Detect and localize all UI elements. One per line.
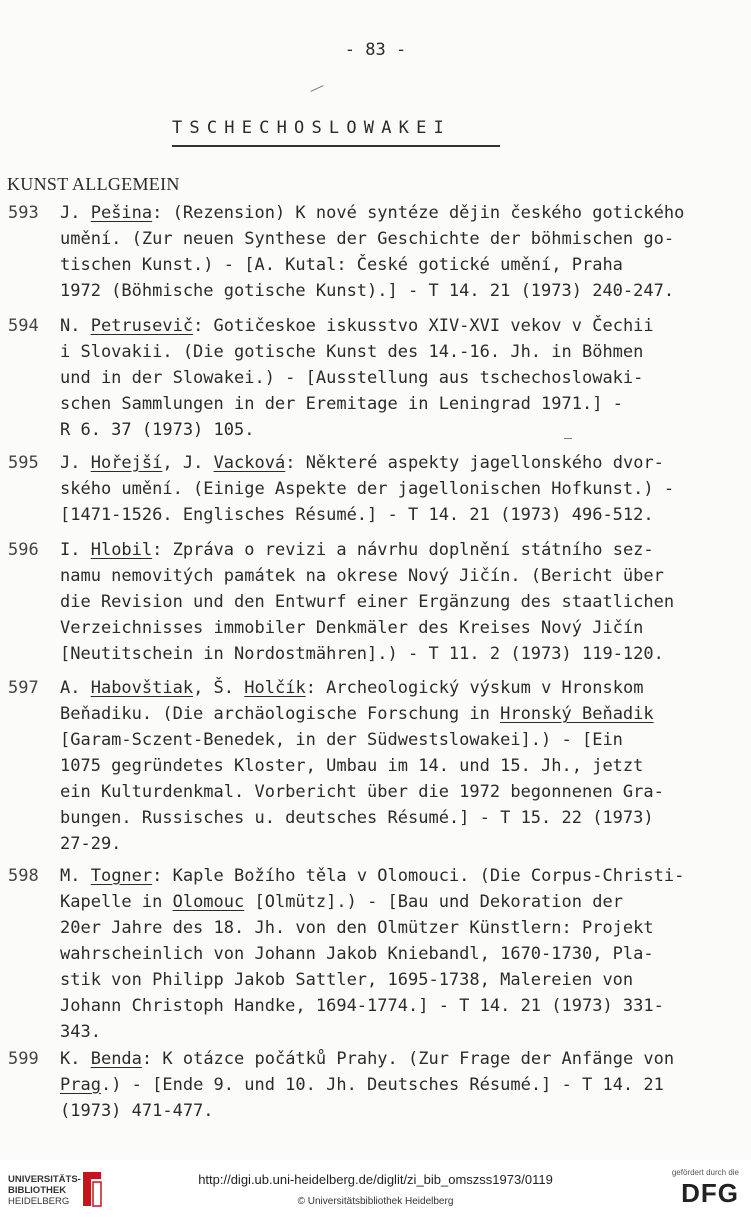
entry-line	[60, 1046, 674, 1072]
page-title: TSCHECHOSLOWAKEI	[172, 118, 451, 138]
entry-text: 343.	[60, 1022, 101, 1042]
entry-text: 1972 (Böhmische gotische Kunst).] - T 14. 21 (1973) 240-247.	[60, 281, 675, 301]
entry-line	[60, 537, 654, 563]
entry-text: [1471-1526. Englisches Résumé.] - T 14. 21 (1973) 496-512.	[60, 505, 654, 525]
entry-text: schen Sammlungen in der Eremitage in Leningrad 1971.] -	[60, 394, 623, 414]
author-name: Petrusevič	[90, 316, 194, 336]
page-number: - 83 -	[344, 40, 407, 60]
entry-line	[60, 563, 664, 589]
entry-text: : (Rezension) K nové syntéze dějin českého gotického	[152, 203, 685, 223]
entry-text: umění. (Zur neuen Synthese der Geschichte der böhmischen go-	[60, 229, 675, 249]
entry-text: : K otázce počátků Prahy. (Zur Frage der Anfänge von	[141, 1049, 675, 1069]
entry-text: Johann Christoph Handke, 1694-1774.] - T 14. 21 (1973) 331-	[60, 996, 664, 1016]
entry-number: 594	[8, 316, 39, 336]
footer-url[interactable]: http://digi.ub.uni-heidelberg.de/diglit/zi_bib_omszss1973/0119	[198, 1172, 553, 1187]
entry-text: K.	[60, 1049, 91, 1069]
entry-text: R 6. 37 (1973) 105.	[60, 420, 255, 440]
library-logo-line: BIBLIOTHEK	[8, 1185, 67, 1196]
ink-mark	[310, 85, 323, 92]
section-heading: KUNST ALLGEMEIN	[7, 174, 180, 194]
entry-line	[60, 753, 643, 779]
ink-mark	[564, 438, 572, 439]
author-name: Pešina	[90, 203, 153, 223]
entry-text: J.	[60, 203, 91, 223]
entry-text: : Zpráva o revizi a návrhu doplnění státního sez-	[152, 540, 654, 560]
entry-line	[60, 365, 643, 391]
footer	[0, 1160, 751, 1218]
entry-line	[60, 831, 121, 857]
entry-line	[60, 889, 623, 915]
entry-text: I.	[60, 540, 91, 560]
entry-text: N.	[60, 316, 91, 336]
entry-text: 20er Jahre des 18. Jh. von den Olmützer Künstlern: Projekt	[60, 918, 654, 938]
entry-line	[60, 417, 254, 443]
library-logo-line: UNIVERSITÄTS-	[8, 1174, 81, 1185]
entry-line	[60, 779, 664, 805]
entry-line	[60, 226, 674, 252]
entry-line	[60, 863, 684, 889]
entry-text: die Revision und den Entwurf einer Ergänzung des staatlichen	[60, 592, 675, 612]
entry-line	[60, 727, 623, 753]
entry-line	[60, 391, 623, 417]
entry-number: 596	[8, 540, 39, 560]
author-name: Hronský Beňadik	[500, 704, 654, 724]
author-name: Habovštiak	[90, 678, 194, 698]
entry-line	[60, 200, 684, 226]
entry-line	[60, 941, 654, 967]
author-name: Hořejší	[90, 453, 163, 473]
entry-text: 27-29.	[60, 834, 122, 854]
entry-text: : Gotičeskoe iskusstvo XIV-XVI vekov v Čechii	[193, 316, 654, 336]
entry-text: Kapelle in	[60, 892, 173, 912]
entry-line	[60, 915, 654, 941]
entry-text: : Některé aspekty jagellonského dvor-	[285, 453, 664, 473]
entry-text: bungen. Russisches u. deutsches Résumé.] - T 15. 22 (1973)	[60, 808, 654, 828]
entry-line	[60, 967, 633, 993]
dfg-logo: DFG	[681, 1178, 739, 1208]
author-name: Vacková	[213, 453, 286, 473]
author-name: Prag	[60, 1075, 101, 1095]
entry-line	[60, 278, 674, 304]
entry-text: .) - [Ende 9. und 10. Jh. Deutsches Résumé.] - T 14. 21	[100, 1075, 664, 1095]
entry-line	[60, 701, 654, 727]
entry-text: , Š.	[193, 678, 245, 698]
entry-number: 599	[8, 1049, 39, 1069]
entry-line	[60, 1098, 214, 1124]
entry-text: ského umění. (Einige Aspekte der jagellonischen Hofkunst.) -	[60, 479, 675, 499]
entry-line	[60, 993, 664, 1019]
entry-text: i Slovakii. (Die gotische Kunst des 14.-16. Jh. in Böhmen	[60, 342, 644, 362]
entry-text: M.	[60, 866, 91, 886]
entry-text: 1075 gegründetes Kloster, Umbau im 14. und 15. Jh., jetzt	[60, 756, 644, 776]
author-name: Holčík	[244, 678, 306, 698]
entry-text: Verzeichnisses immobiler Denkmäler des Kreises Nový Jičín	[60, 618, 644, 638]
title-underline	[172, 145, 500, 147]
entry-text: wahrscheinlich von Johann Jakob Kniebandl, 1670-1730, Pla-	[60, 944, 654, 964]
entry-line	[60, 339, 643, 365]
author-name: Hlobil	[90, 540, 153, 560]
entry-line	[60, 1072, 664, 1098]
entry-line	[60, 252, 623, 278]
entry-line	[60, 1019, 101, 1045]
entry-number: 595	[8, 453, 39, 473]
author-name: Olomouc	[172, 892, 245, 912]
entry-text: [Garam-Sczent-Benedek, in der Südwestslowakei].) - [Ein	[60, 730, 623, 750]
entry-text: (1973) 471-477.	[60, 1101, 214, 1121]
entry-text: , J.	[162, 453, 214, 473]
entry-line	[60, 450, 664, 476]
author-name: Benda	[90, 1049, 142, 1069]
footer-copyright: © Universitätsbibliothek Heidelberg	[297, 1196, 454, 1207]
entry-line	[60, 675, 643, 701]
entry-number: 593	[8, 203, 39, 223]
entry-number: 597	[8, 678, 39, 698]
entry-text: [Neutitschein in Nordostmähren].) - T 11. 2 (1973) 119-120.	[60, 644, 664, 664]
entry-line	[60, 589, 674, 615]
entry-text: J.	[60, 453, 91, 473]
entry-line	[60, 502, 654, 528]
entry-text: A.	[60, 678, 91, 698]
entry-text: stik von Philipp Jakob Sattler, 1695-1738, Malereien von	[60, 970, 634, 990]
entry-text: ein Kulturdenkmal. Vorbericht über die 1972 begonnenen Gra-	[60, 782, 664, 802]
entry-text: und in der Slowakei.) - [Ausstellung aus tschechoslowaki-	[60, 368, 644, 388]
author-name: Togner	[90, 866, 153, 886]
entry-line	[60, 476, 674, 502]
entry-line	[60, 805, 654, 831]
entry-text: : Archeologický výskum v Hronskom	[305, 678, 644, 698]
entry-line	[60, 615, 643, 641]
entry-text: Beňadiku. (Die archäologische Forschung in	[60, 704, 501, 724]
entry-text: tischen Kunst.) - [A. Kutal: České gotické umění, Praha	[60, 255, 623, 275]
entry-number: 598	[8, 866, 39, 886]
entry-line	[60, 641, 664, 667]
dfg-caption: gefördert durch die	[671, 1168, 739, 1177]
entry-text: : Kaple Božího těla v Olomouci. (Die Corpus-Christi-	[152, 866, 685, 886]
entry-text: namu nemovitých památek na okrese Nový Jičín. (Bericht über	[60, 566, 664, 586]
entry-line	[60, 313, 654, 339]
library-logo-line: HEIDELBERG	[8, 1196, 70, 1207]
entry-text: [Olmütz].) - [Bau und Dekoration der	[244, 892, 623, 912]
